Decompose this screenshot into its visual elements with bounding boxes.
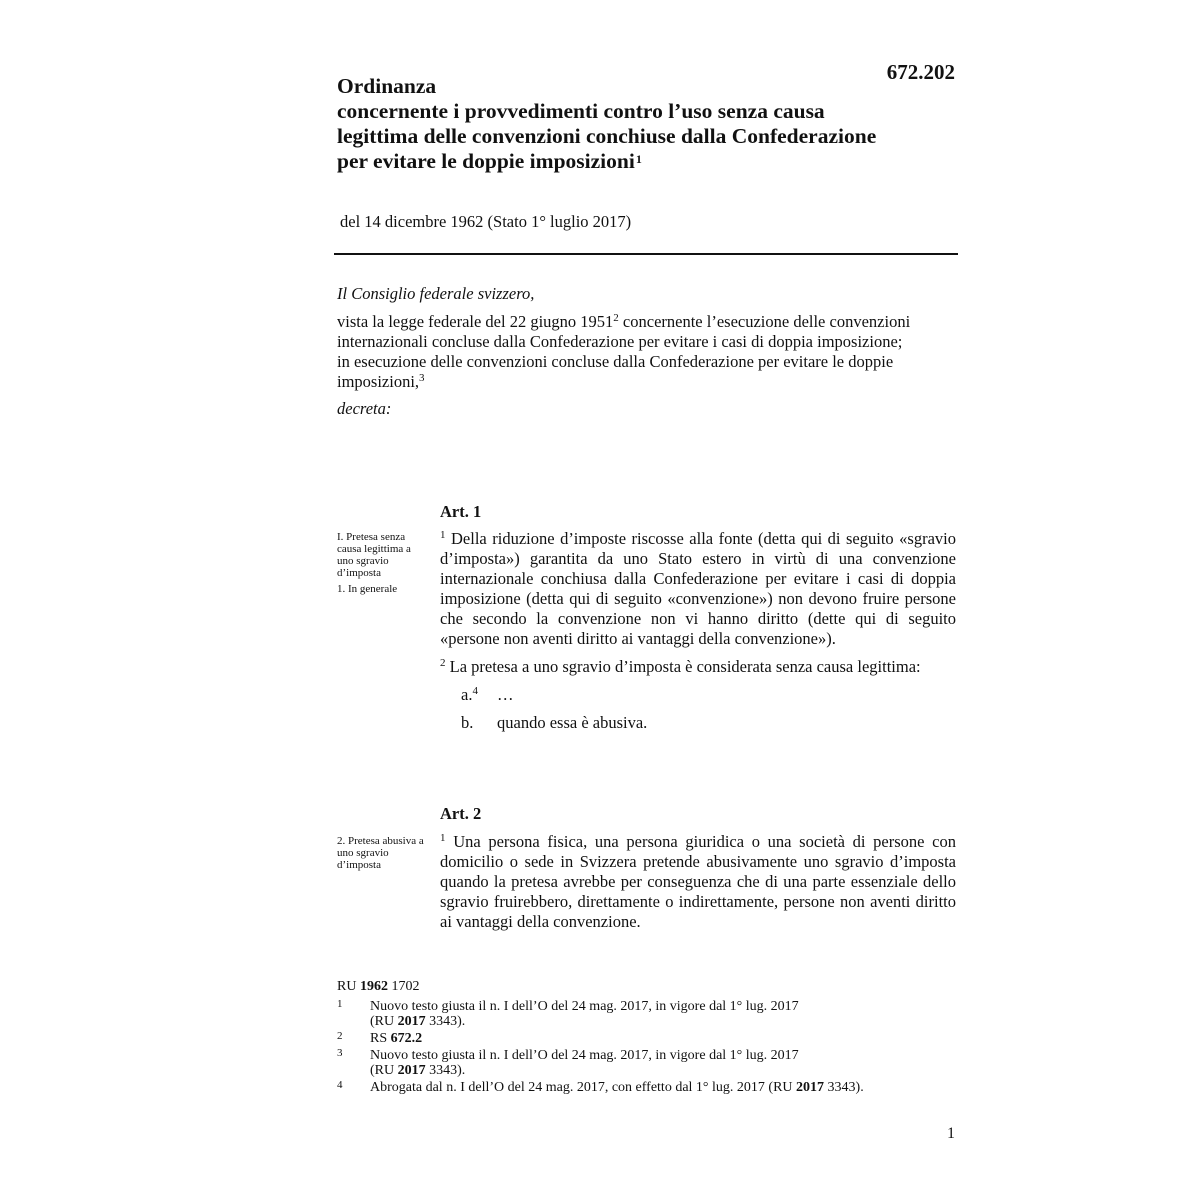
footnote-reference[interactable]: 1 [635,152,642,166]
margin-note-line: I. Pretesa senza causa legittima a uno sgravio d’imposta [337,531,411,579]
fn-bold: 672.2 [390,1031,423,1046]
title-line: legittima delle convenzioni conchiuse dalla Confederazione [337,124,877,148]
footnote-item [337,1048,957,1078]
fn-bold: 2017 [796,1080,825,1095]
fn-text: 3343). [425,1063,466,1078]
paragraph-number: 2 [440,657,446,669]
footnote-line: Nuovo testo giusta il n. I dell’O del 24 mag. 2017, in vigore dal 1° lug. 2017 [370,1048,799,1063]
fn-text: (RU [370,1014,398,1029]
fn-text: (RU [370,1063,398,1078]
title-line: Ordinanza [337,74,437,98]
footnotes [337,979,957,1097]
paragraph-number: 1 [440,529,446,541]
article-1-heading: Art. 1 [440,502,482,521]
article-1-margin-note [337,531,429,595]
title-line: concernente i provvedimenti contro l’uso senza causa [337,99,825,123]
header-divider [334,253,958,255]
list-item [440,685,956,705]
document-number: 672.202 [886,60,955,84]
article-1-body [440,529,956,733]
document-date: del 14 dicembre 1962 (Stato 1° luglio 2017) [340,212,632,231]
list-item [440,713,956,733]
list-label-text: a. [461,685,473,704]
list-item-text: … [497,685,514,704]
paragraph-text: Della riduzione d’imposte riscosse alla fonte (detta qui di seguito «sgravio d’imposta») garantita da uno Stato estero in virtù di una convenzione internazionale conchiusa dalla Confederazione per evitare i casi di doppia imposizione (detta qui di seguito «convenzione») non devono fruire persone che secondo la convenzione non vi hanno diritto (dette qui di seguito «persone non aventi diritto ai vantaggi della convenzione»). [440,529,956,648]
article-2-margin-note [337,835,429,871]
fn-text: RS [370,1031,391,1046]
article-2-body [440,832,956,940]
footnote-line [370,1063,957,1078]
footnote-number: 4 [337,1079,343,1091]
fn-bold: 2017 [397,1063,426,1078]
paragraph-number: 1 [440,832,446,844]
margin-note-line: 1. In generale [337,583,398,595]
preamble-vista [337,312,957,352]
fn-text: Abrogata dal n. I dell’O del 24 mag. 2017, con effetto dal 1° lug. 2017 (RU [370,1080,797,1095]
footnote-item [337,999,957,1029]
footnote-line [370,1014,957,1029]
esecuzione-text: in esecuzione delle convenzioni concluse dalla Confederazione per evitare le doppie imposizioni, [337,352,894,391]
footnote-item [337,1080,957,1095]
ru-page: 1702 [387,979,420,994]
fn-text: 3343). [824,1080,864,1095]
fn-bold: 2017 [397,1014,426,1029]
title-line-last [337,149,962,174]
footnote-item [337,1031,957,1046]
paragraph-text: La pretesa a uno sgravio d’imposta è considerata senza causa legittima: [449,657,921,676]
preamble-decreta: decreta: [337,399,392,418]
footnote-line: Nuovo testo giusta il n. I dell’O del 24 mag. 2017, in vigore dal 1° lug. 2017 [370,999,799,1014]
vista-text-cont: concernente l’esecuzione delle convenzioni internazionali concluse dalla Confederazione per evitare i casi di doppia imposizione; [337,312,911,351]
vista-text: vista la legge federale del 22 giugno 1951 [337,312,614,331]
preamble [337,284,957,419]
article-paragraph [440,832,956,932]
article-list [440,685,956,733]
list-item-text: quando essa è abusiva. [497,713,648,732]
official-compilation-reference [337,979,957,994]
footnote-number: 1 [337,998,343,1010]
list-item-label: b. [461,713,474,732]
paragraph-text: Una persona fisica, una persona giuridica o una società di persone con domicilio o sede in Svizzera pretende abusivamente uno sgravio d’imposta quando la pretesa avrebbe per conseguenza che di una parte essenziale dello sgravio fruirebbero, direttamente o indirettamente, persone non aventi diritto ai vantaggi della convenzione. [440,832,956,931]
article-paragraph [440,529,956,649]
preamble-esecuzione [337,352,957,392]
article-2-heading: Art. 2 [440,804,482,823]
footnote-reference[interactable]: 3 [419,372,425,384]
footnote-reference[interactable]: 4 [472,685,478,697]
title-line: per evitare le doppie imposizioni [337,149,635,173]
footnote-number: 2 [337,1030,343,1042]
footnote-line [370,1080,957,1095]
preamble-authority: Il Consiglio federale svizzero, [337,284,535,303]
footnote-reference[interactable]: 2 [613,312,619,324]
margin-note-line: 2. Pretesa abusiva a uno sgravio d’imposta [337,835,424,871]
footnote-line [370,1031,957,1046]
document-title [337,74,962,174]
footnote-number: 3 [337,1047,343,1059]
page-number: 1 [947,1125,955,1142]
ru-prefix: RU [337,979,360,994]
article-paragraph [440,657,956,677]
fn-text: 3343). [425,1014,466,1029]
list-item-label [461,685,478,705]
ru-year: 1962 [359,979,388,994]
